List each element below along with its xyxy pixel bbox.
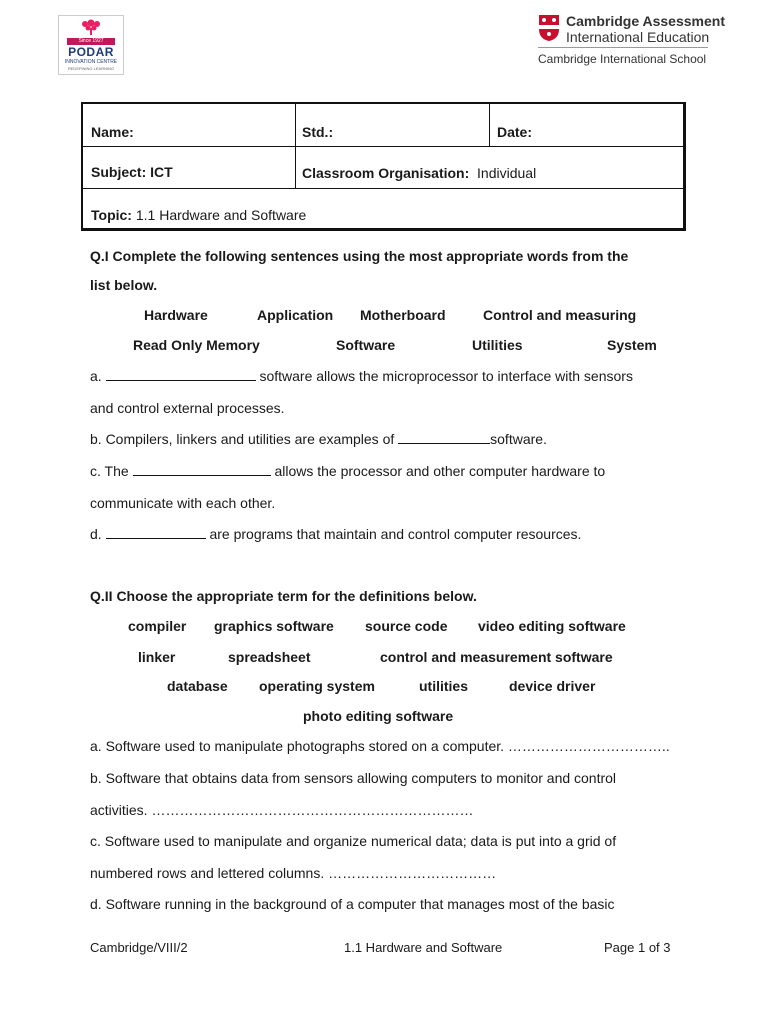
footer-center: 1.1 Hardware and Software <box>344 940 503 955</box>
word-bank-item: Software <box>336 337 396 353</box>
term-item: spreadsheet <box>228 649 311 665</box>
podar-since: Since 1927 <box>67 38 115 45</box>
q2-item-a: a. Software used to manipulate photographs stored on a computer. …………………………….. <box>90 738 670 754</box>
word-bank-item: Read Only Memory <box>133 337 260 353</box>
term-item: control and measurement software <box>380 649 613 665</box>
q1-heading: Q.I Complete the following sentences using the most appropriate words from the <box>90 248 629 264</box>
table-divider <box>489 104 490 146</box>
q1-heading-cont: list below. <box>90 277 158 293</box>
std-field[interactable]: Std.: <box>302 124 334 140</box>
q1-item-d: d. are programs that maintain and control computer resources. <box>90 526 582 542</box>
q2-heading: Q.II Choose the appropriate term for the definitions below. <box>90 588 477 604</box>
term-item: utilities <box>419 678 469 694</box>
cambridge-title: Cambridge Assessment <box>566 13 725 29</box>
term-item: operating system <box>259 678 375 694</box>
q2-item-b: b. Software that obtains data from sensors allowing computers to monitor and control <box>90 770 617 786</box>
q1-item-c: c. The allows the processor and other computer hardware to <box>90 463 606 479</box>
classroom-organisation: Classroom Organisation: Individual <box>302 165 537 181</box>
organisation-value: Individual <box>477 165 537 181</box>
answer-blank[interactable] <box>133 463 271 476</box>
date-field[interactable]: Date: <box>497 124 533 140</box>
q1-item-b: b. Compilers, linkers and utilities are examples of software. <box>90 431 547 447</box>
cambridge-divider <box>538 47 708 48</box>
page-number: Page 1 of 3 <box>604 940 671 955</box>
answer-blank[interactable] <box>106 368 256 381</box>
q2-item-c: c. Software used to manipulate and organize numerical data; data is put into a grid of <box>90 833 617 849</box>
table-divider <box>295 104 296 188</box>
podar-tree-icon <box>79 19 103 35</box>
answer-blank[interactable] <box>398 431 490 444</box>
cambridge-school: Cambridge International School <box>538 52 707 66</box>
term-item: source code <box>365 618 448 634</box>
cambridge-subtitle: International Education <box>566 29 710 45</box>
topic-value: 1.1 Hardware and Software <box>135 207 307 223</box>
word-bank-item: Utilities <box>472 337 523 353</box>
answer-blank[interactable] <box>106 526 206 539</box>
q2-item-d: d. Software running in the background of a computer that manages most of the basic <box>90 896 615 912</box>
term-item: database <box>167 678 228 694</box>
podar-sub: INNOVATION CENTRE <box>64 59 118 65</box>
q2-item-b-cont: activities. …………………………………………………………… <box>90 802 474 818</box>
word-bank-item: Hardware <box>144 307 208 323</box>
topic: Topic: 1.1 Hardware and Software <box>91 207 307 223</box>
term-item: linker <box>138 649 176 665</box>
q1-item-a-cont: and control external processes. <box>90 400 285 416</box>
table-divider <box>83 188 684 189</box>
term-item: device driver <box>509 678 596 694</box>
term-item: photo editing software <box>303 708 454 724</box>
term-item: graphics software <box>214 618 334 634</box>
term-item: video editing software <box>478 618 626 634</box>
footer-left: Cambridge/VIII/2 <box>90 940 188 955</box>
q1-item-a: a. software allows the microprocessor to interface with sensors <box>90 368 633 384</box>
info-table <box>81 102 686 231</box>
cambridge-shield-icon <box>538 14 560 42</box>
subject-label: Subject: ICT <box>91 164 173 180</box>
word-bank-item: Motherboard <box>360 307 446 323</box>
table-divider <box>83 146 684 147</box>
q2-item-c-cont: numbered rows and lettered columns. ……………………………… <box>90 865 497 881</box>
word-bank-item: Control and measuring <box>483 307 637 323</box>
word-bank-item: System <box>607 337 657 353</box>
podar-logo <box>58 15 124 75</box>
podar-name: PODAR <box>68 45 114 59</box>
word-bank-item: Application <box>257 307 334 323</box>
q1-item-c-cont: communicate with each other. <box>90 495 276 511</box>
name-field[interactable]: Name: <box>91 124 134 140</box>
podar-tagline: REDEFINING LEARNING <box>67 66 115 71</box>
term-item: compiler <box>128 618 187 634</box>
